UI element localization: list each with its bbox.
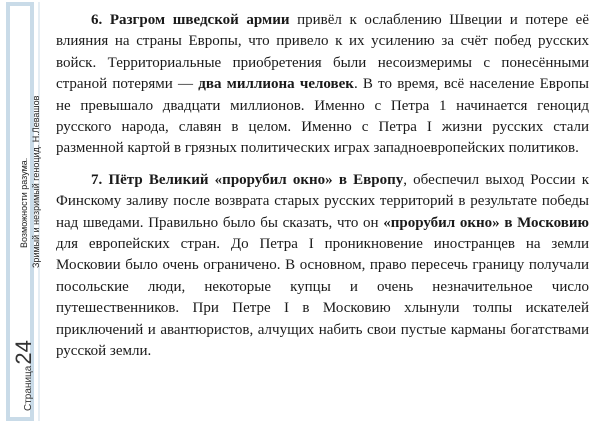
page-content	[56, 10, 589, 373]
paragraph-7-heading: 7. Пётр Великий «прорубил окно» в Европу	[91, 171, 404, 188]
paragraph-6-text-b: . В то время, всё население Европы не превышало двадцати миллионов. Именно с Петра 1 начинается геноцид русского народа, славян в целом. Именно с Петра I жизни русских стали разменной картой в грязных политических играх западноевропейских политиков.	[56, 76, 589, 157]
page-number: 24	[11, 340, 36, 365]
paragraph-6	[56, 10, 589, 160]
book-title-line1: Возможности разума.	[19, 157, 29, 248]
book-title-line2: Зримый и незримый геноцид. Н.Левашов	[31, 95, 41, 268]
page-label: Страница	[23, 365, 34, 411]
paragraph-6-heading: 6. Разгром шведской армии	[91, 12, 290, 28]
paragraph-7-text-b: для европейских стран. До Петра I проникновение иностранцев на земли Московии было очень ограничено. В основном, право пересечь границу получали посольские люди, некоторые купцы и очень незначительное число путешественников. При Петре I в Московию хлынули толпы искателей приключений и авантюристов, алчущих набить свои пустые карманы богатствами русской земли.	[56, 236, 589, 360]
paragraph-7	[56, 170, 589, 363]
paragraph-7-text-a: , обеспечил выход России к Финскому заливу после возврата старых русских территорий в результате победы над шведами. Правильно было бы сказать, что он	[56, 171, 589, 231]
paragraph-6-bold: два миллиона человек	[198, 76, 354, 93]
paragraph-6-text-a: привёл к ослаблению Швеции и потере её влияния на страны Европы, что привело к их усилению за счёт побед русских войск. Территориальные приобретения были несоизмеримы с понесёнными страной потерями —	[56, 12, 589, 93]
page-number-label	[11, 340, 37, 411]
paragraph-7-bold: «прорубил окно» в Московию	[383, 214, 589, 231]
